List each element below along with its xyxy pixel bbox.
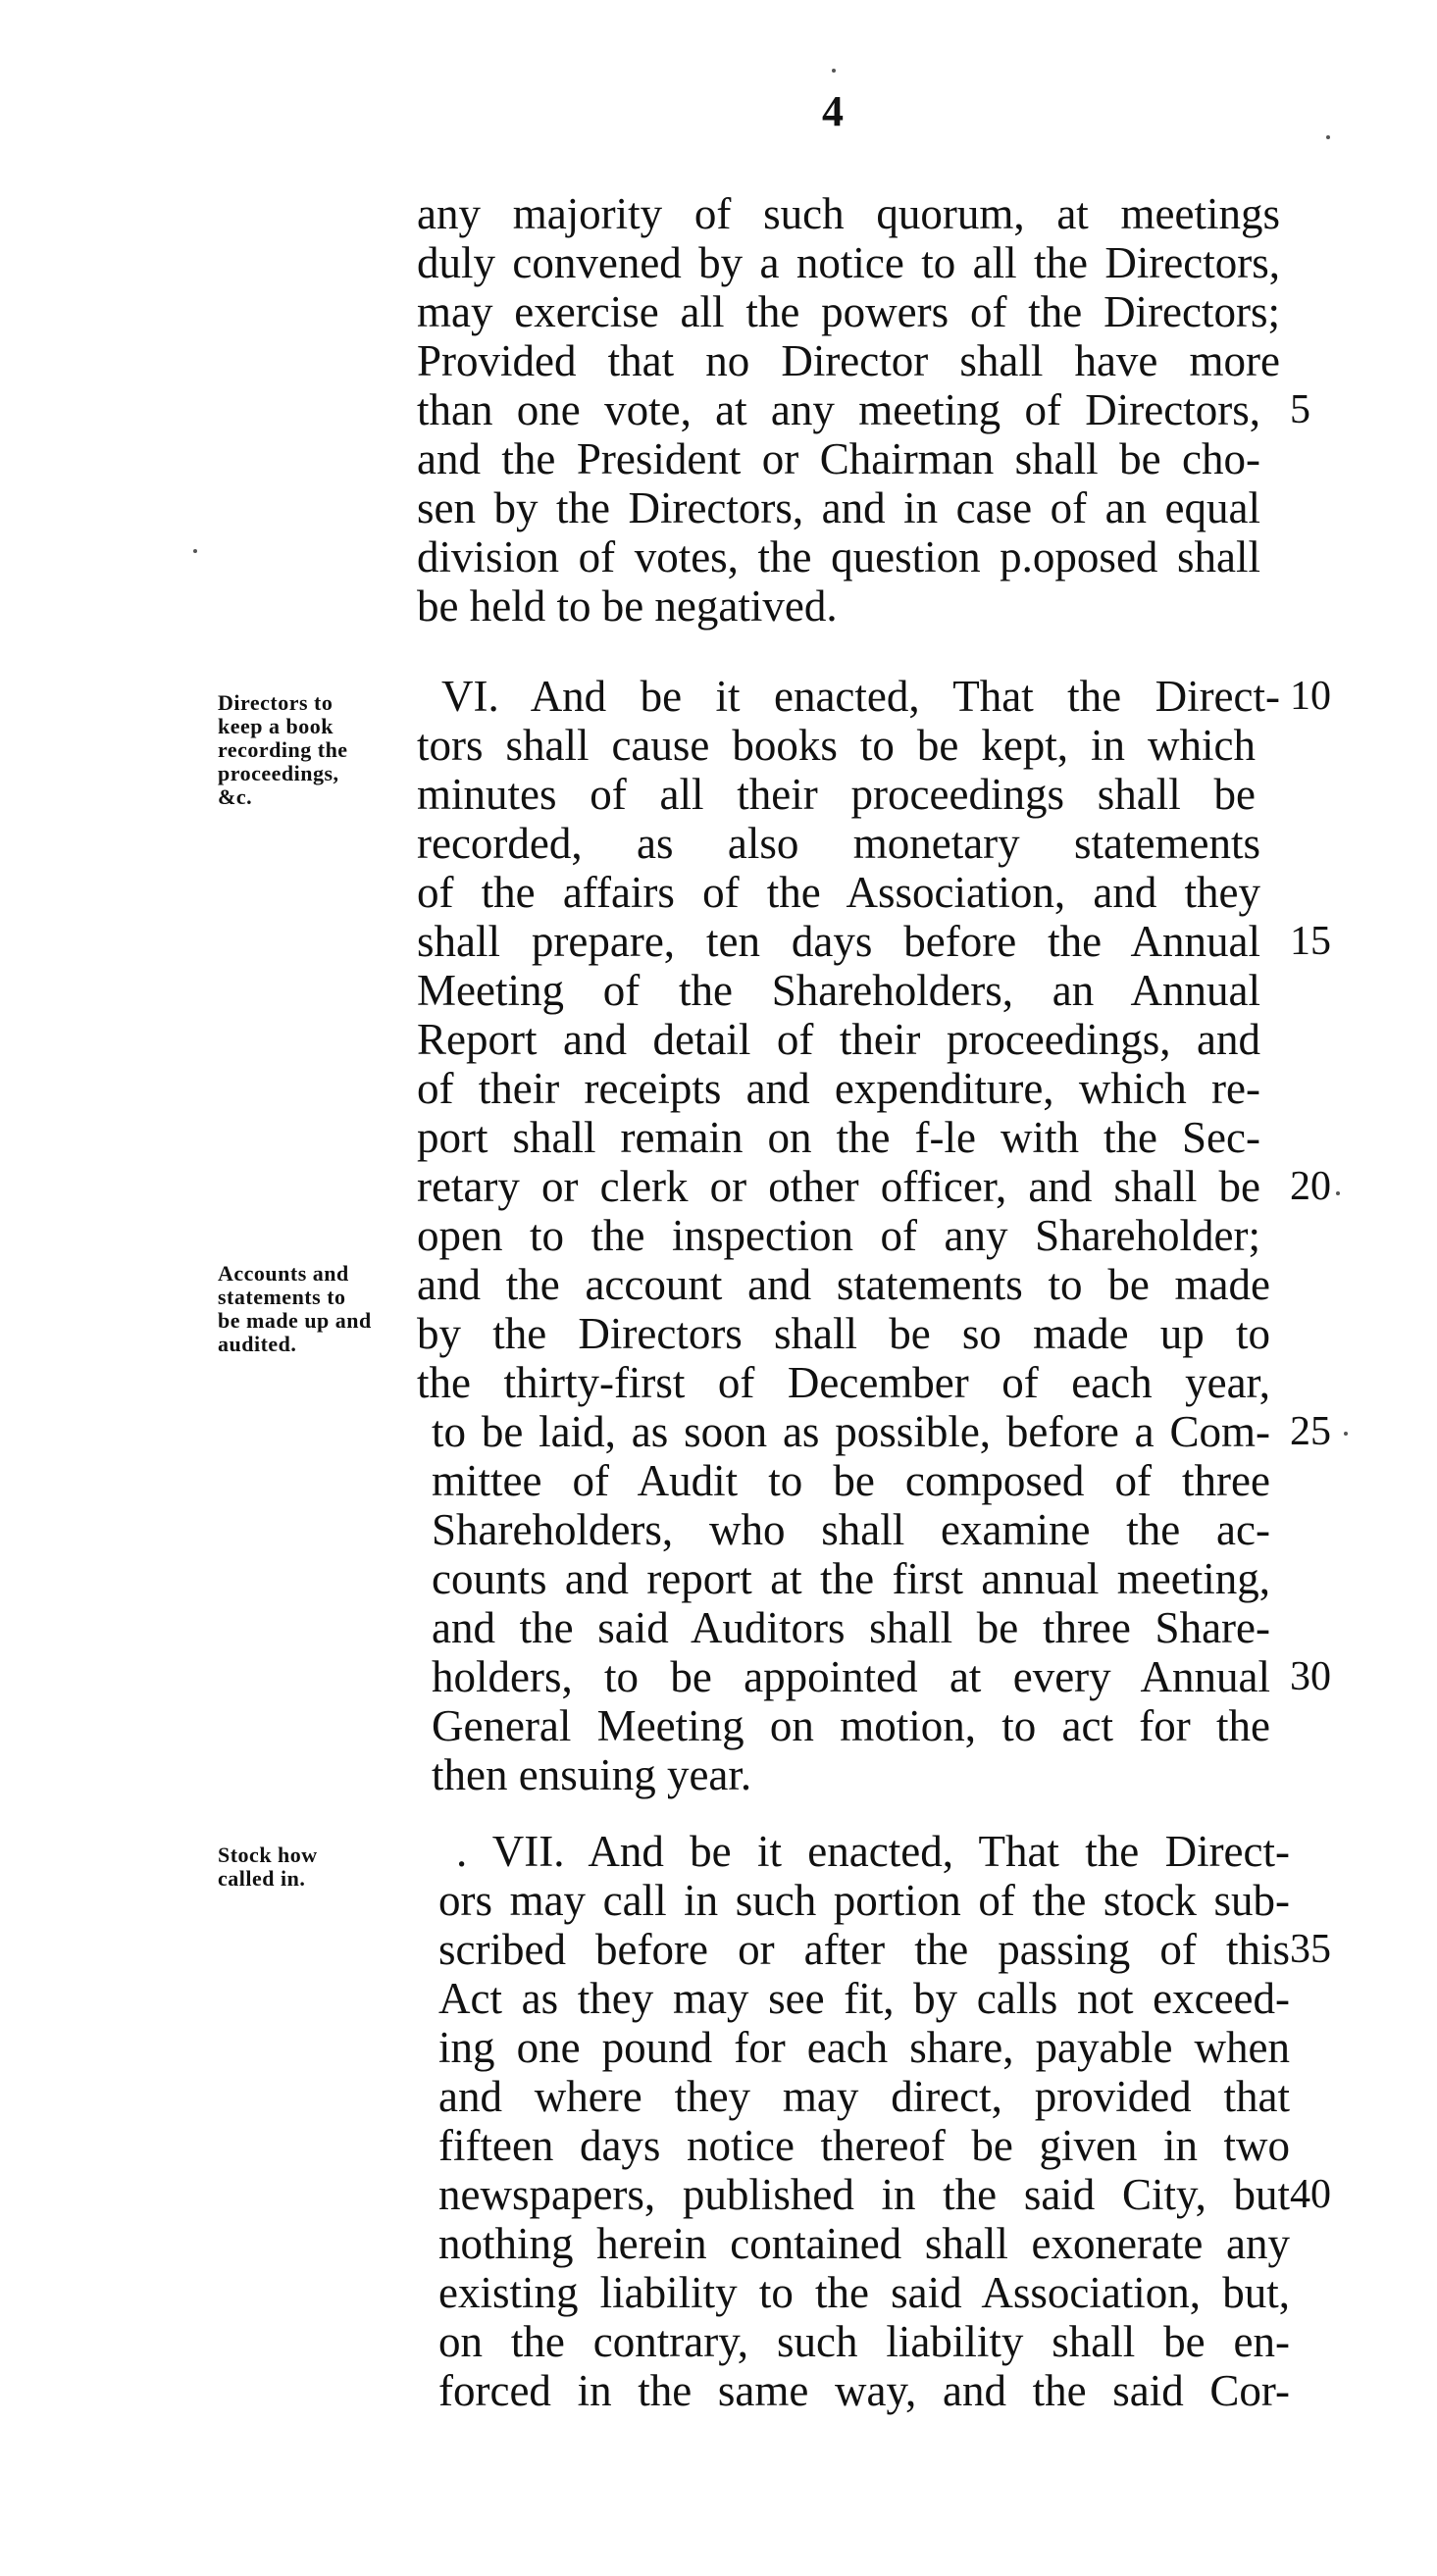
text-line: and the President or Chairman shall be cho- <box>417 434 1260 483</box>
text-line: any majority of such quorum, at meetings <box>417 189 1280 238</box>
line-number: 20 <box>1290 1164 1331 1209</box>
text-line: then ensuing year. <box>432 1750 752 1799</box>
text-line: existing liability to the said Association, but, <box>438 2268 1290 2317</box>
scan-speck <box>1336 1191 1340 1195</box>
margin-note-line: Stock how <box>218 1843 318 1867</box>
text-line: and the said Auditors shall be three Share- <box>432 1603 1270 1652</box>
line-number: 30 <box>1290 1654 1331 1699</box>
line-number: 5 <box>1290 387 1310 432</box>
page-number: 4 <box>822 87 844 135</box>
text-line: duly convened by a notice to all the Directors, <box>417 238 1280 287</box>
text-line: . VII. And be it enacted, That the Direct- <box>456 1827 1290 1876</box>
line-number: 40 <box>1290 2172 1331 2217</box>
text-line: Provided that no Director shall have more <box>417 336 1280 385</box>
text-line: be held to be negatived. <box>417 581 838 631</box>
text-line: recorded, as also monetary statements <box>417 819 1260 868</box>
margin-note-line: be made up and <box>218 1308 372 1333</box>
margin-note-line: recording the <box>218 737 348 762</box>
text-line: Meeting of the Shareholders, an Annual <box>417 966 1260 1015</box>
scan-speck <box>1326 135 1330 139</box>
text-line: open to the inspection of any Shareholder; <box>417 1211 1260 1260</box>
text-line: tors shall cause books to be kept, in which <box>417 721 1256 770</box>
text-line: retary or clerk or other officer, and shall be <box>417 1162 1260 1211</box>
scan-speck <box>193 549 197 553</box>
scan-speck <box>832 69 836 73</box>
text-line: ing one pound for each share, payable when <box>438 2023 1290 2072</box>
text-line: the thirty-first of December of each year, <box>417 1358 1270 1407</box>
scan-speck <box>1344 1432 1348 1436</box>
line-number: 10 <box>1290 674 1331 719</box>
text-line: holders, to be appointed at every Annual <box>432 1652 1270 1701</box>
text-line: General Meeting on motion, to act for the <box>432 1701 1270 1750</box>
text-line: of the affairs of the Association, and they <box>417 868 1260 917</box>
margin-note-line: Directors to <box>218 690 334 715</box>
text-line: ors may call in such portion of the stock sub- <box>438 1876 1290 1925</box>
text-line: nothing herein contained shall exonerate any <box>438 2219 1290 2268</box>
text-line: by the Directors shall be so made up to <box>417 1309 1270 1358</box>
margin-note-line: called in. <box>218 1866 306 1891</box>
text-line: than one vote, at any meeting of Directors, <box>417 385 1260 434</box>
text-line: counts and report at the first annual meeting, <box>432 1554 1270 1603</box>
text-line: minutes of all their proceedings shall be <box>417 770 1256 819</box>
margin-note-line: statements to <box>218 1285 346 1309</box>
text-line: Shareholders, who shall examine the ac- <box>432 1505 1270 1554</box>
margin-note-accounts <box>218 1262 414 1356</box>
text-line: division of votes, the question p.oposed shall <box>417 532 1260 581</box>
text-line: to be laid, as soon as possible, before a Com- <box>432 1407 1270 1456</box>
text-line: Act as they may see fit, by calls not exceed- <box>438 1974 1290 2023</box>
margin-note-line: audited. <box>218 1332 297 1356</box>
text-line: shall prepare, ten days before the Annual <box>417 917 1260 966</box>
text-line: may exercise all the powers of the Directors; <box>417 287 1280 336</box>
text-line: mittee of Audit to be composed of three <box>432 1456 1270 1505</box>
line-number: 15 <box>1290 919 1331 964</box>
margin-note-line: keep a book <box>218 714 334 738</box>
line-number: 35 <box>1290 1927 1331 1972</box>
margin-note-stock <box>218 1844 414 1891</box>
text-line: port shall remain on the f-le with the Sec- <box>417 1113 1260 1162</box>
line-number: 25 <box>1290 1409 1331 1454</box>
text-line: forced in the same way, and the said Cor- <box>438 2366 1290 2415</box>
text-line: and where they may direct, provided that <box>438 2072 1290 2121</box>
text-line: scribed before or after the passing of this <box>438 1925 1290 1974</box>
text-line: on the contrary, such liability shall be en- <box>438 2317 1290 2366</box>
text-line: of their receipts and expenditure, which re- <box>417 1064 1260 1113</box>
margin-note-line: Accounts and <box>218 1261 349 1286</box>
margin-note-directors-books <box>218 691 414 809</box>
text-line: and the account and statements to be made <box>417 1260 1270 1309</box>
text-line: Report and detail of their proceedings, and <box>417 1015 1260 1064</box>
margin-note-line: &c. <box>218 784 253 809</box>
margin-note-line: proceedings, <box>218 761 339 785</box>
text-line: sen by the Directors, and in case of an equal <box>417 483 1260 532</box>
text-line: fifteen days notice thereof be given in two <box>438 2121 1290 2170</box>
text-line: VI. And be it enacted, That the Direct- <box>441 672 1280 721</box>
text-line: newspapers, published in the said City, but <box>438 2170 1290 2219</box>
